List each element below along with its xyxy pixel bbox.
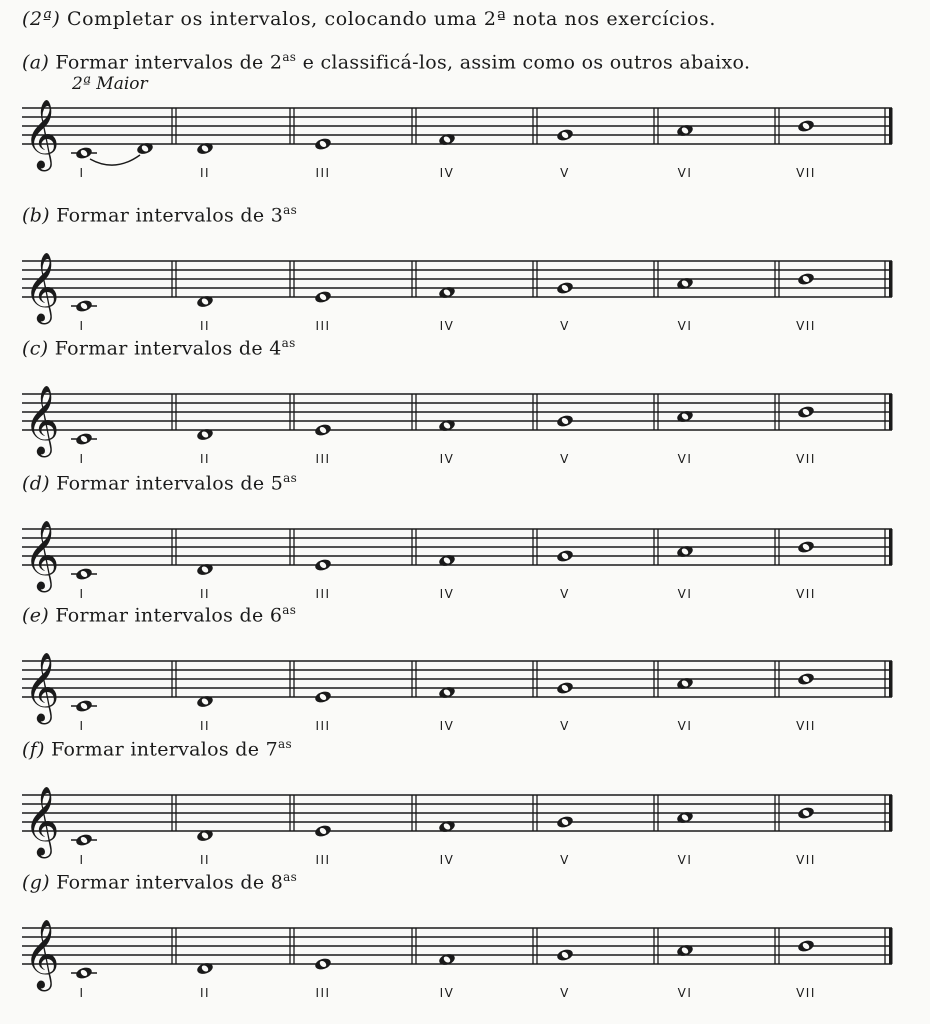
degree-label: VI bbox=[677, 719, 693, 733]
degree-label: II bbox=[199, 853, 211, 867]
degree-label: IV bbox=[439, 166, 455, 180]
treble-clef-icon: 𝄞 bbox=[24, 652, 60, 722]
slur bbox=[90, 155, 140, 165]
degree-label: VII bbox=[796, 587, 816, 601]
section-instruction: Formar intervalos de 6 bbox=[55, 604, 283, 627]
section-letter: (e) bbox=[22, 604, 49, 627]
music-staff bbox=[0, 471, 930, 605]
degree-label: II bbox=[199, 719, 211, 733]
ordinal-suffix: as bbox=[282, 603, 297, 617]
whole-note-icon bbox=[797, 405, 815, 419]
degree-label: VII bbox=[796, 452, 816, 466]
exercise-section bbox=[0, 50, 930, 184]
whole-note-icon bbox=[797, 540, 815, 554]
exercise-section bbox=[0, 336, 930, 470]
section-instruction-suffix: e classificá-los, assim como os outros abaixo. bbox=[296, 51, 751, 74]
degree-label: V bbox=[560, 853, 570, 867]
degree-label: II bbox=[199, 319, 211, 333]
degree-label: V bbox=[560, 452, 570, 466]
degree-label: II bbox=[199, 166, 211, 180]
section-letter: (b) bbox=[22, 204, 50, 227]
whole-note-icon bbox=[556, 414, 574, 428]
degree-label: I bbox=[79, 166, 85, 180]
whole-note-icon bbox=[556, 128, 574, 142]
degree-label: VI bbox=[677, 587, 693, 601]
section-letter: (g) bbox=[22, 871, 50, 894]
exercise-section bbox=[0, 870, 930, 1004]
ordinal-suffix: as bbox=[283, 203, 298, 217]
degree-label: IV bbox=[439, 319, 455, 333]
degree-label: IV bbox=[439, 452, 455, 466]
exercise-title bbox=[22, 8, 716, 30]
section-letter: (f) bbox=[22, 738, 45, 761]
whole-note-icon bbox=[556, 948, 574, 962]
treble-clef-icon: 𝄞 bbox=[24, 252, 60, 322]
whole-note-icon bbox=[314, 137, 332, 151]
final-barline bbox=[889, 394, 893, 430]
whole-note-icon bbox=[75, 299, 93, 313]
degree-label: VII bbox=[796, 319, 816, 333]
exercise-section bbox=[0, 203, 930, 337]
degree-label: III bbox=[315, 853, 331, 867]
section-instruction: Formar intervalos de 4 bbox=[54, 337, 282, 360]
degree-label: I bbox=[79, 587, 85, 601]
whole-note-icon bbox=[797, 672, 815, 686]
degree-label: V bbox=[560, 166, 570, 180]
ordinal-suffix: as bbox=[281, 336, 296, 350]
treble-clef-icon: 𝄞 bbox=[24, 786, 60, 856]
degree-label: VII bbox=[796, 986, 816, 1000]
degree-label: VII bbox=[796, 853, 816, 867]
music-staff bbox=[0, 870, 930, 1004]
section-letter: (c) bbox=[22, 337, 49, 360]
degree-label: IV bbox=[439, 719, 455, 733]
degree-label: VII bbox=[796, 166, 816, 180]
whole-note-icon bbox=[556, 281, 574, 295]
treble-clef-icon: 𝄞 bbox=[24, 99, 60, 169]
music-staff bbox=[0, 737, 930, 871]
final-barline bbox=[889, 661, 893, 697]
section-instruction: Formar intervalos de 7 bbox=[51, 738, 279, 761]
music-staff bbox=[0, 50, 930, 184]
degree-label: I bbox=[79, 452, 85, 466]
degree-label: III bbox=[315, 452, 331, 466]
whole-note-icon bbox=[556, 681, 574, 695]
exercise-instruction: Completar os intervalos, colocando uma 2ª nota nos exercícios. bbox=[66, 8, 716, 30]
section-instruction: Formar intervalos de 2 bbox=[55, 51, 283, 74]
section-instruction: Formar intervalos de 8 bbox=[56, 871, 284, 894]
final-barline bbox=[889, 529, 893, 565]
whole-note-icon bbox=[75, 966, 93, 980]
whole-note-icon bbox=[314, 824, 332, 838]
exercise-section bbox=[0, 603, 930, 737]
exercise-number: (2ª) bbox=[22, 8, 61, 30]
degree-label: II bbox=[199, 986, 211, 1000]
section-instruction: Formar intervalos de 5 bbox=[56, 472, 284, 495]
whole-note-icon bbox=[314, 690, 332, 704]
whole-note-icon bbox=[797, 272, 815, 286]
whole-note-icon bbox=[75, 833, 93, 847]
degree-label: VII bbox=[796, 719, 816, 733]
final-barline bbox=[889, 261, 893, 297]
final-barline bbox=[889, 928, 893, 964]
degree-label: IV bbox=[439, 853, 455, 867]
final-barline bbox=[889, 795, 893, 831]
exercise-section bbox=[0, 737, 930, 871]
example-interval-label: 2ª Maior bbox=[72, 74, 148, 94]
whole-note-icon bbox=[314, 290, 332, 304]
whole-note-icon bbox=[75, 567, 93, 581]
degree-label: I bbox=[79, 853, 85, 867]
final-barline bbox=[889, 108, 893, 144]
whole-note-icon bbox=[797, 806, 815, 820]
degree-label: VI bbox=[677, 853, 693, 867]
degree-label: II bbox=[199, 452, 211, 466]
degree-label: VI bbox=[677, 319, 693, 333]
degree-label: III bbox=[315, 986, 331, 1000]
whole-note-icon bbox=[797, 939, 815, 953]
section-letter: (a) bbox=[22, 51, 50, 74]
section-instruction: Formar intervalos de 3 bbox=[56, 204, 284, 227]
whole-note-icon bbox=[556, 815, 574, 829]
whole-note-icon bbox=[797, 119, 815, 133]
degree-label: III bbox=[315, 166, 331, 180]
degree-label: I bbox=[79, 986, 85, 1000]
degree-label: III bbox=[315, 319, 331, 333]
whole-note-icon bbox=[314, 558, 332, 572]
whole-note-icon bbox=[75, 432, 93, 446]
music-staff bbox=[0, 603, 930, 737]
degree-label: VI bbox=[677, 986, 693, 1000]
ordinal-suffix: as bbox=[283, 471, 298, 485]
whole-note-icon bbox=[75, 699, 93, 713]
degree-label: I bbox=[79, 719, 85, 733]
whole-note-icon bbox=[556, 549, 574, 563]
music-staff bbox=[0, 336, 930, 470]
exercise-section bbox=[0, 471, 930, 605]
whole-note-icon bbox=[314, 423, 332, 437]
treble-clef-icon: 𝄞 bbox=[24, 385, 60, 455]
treble-clef-icon: 𝄞 bbox=[24, 919, 60, 989]
degree-label: V bbox=[560, 319, 570, 333]
music-staff bbox=[0, 203, 930, 337]
degree-label: V bbox=[560, 719, 570, 733]
degree-label: VI bbox=[677, 452, 693, 466]
degree-label: IV bbox=[439, 587, 455, 601]
degree-label: IV bbox=[439, 986, 455, 1000]
degree-label: III bbox=[315, 719, 331, 733]
whole-note-icon bbox=[75, 146, 93, 160]
degree-label: II bbox=[199, 587, 211, 601]
ordinal-suffix: as bbox=[283, 870, 298, 884]
degree-label: I bbox=[79, 319, 85, 333]
ordinal-suffix: as bbox=[278, 737, 292, 751]
degree-label: V bbox=[560, 587, 570, 601]
degree-label: VI bbox=[677, 166, 693, 180]
section-letter: (d) bbox=[22, 472, 50, 495]
whole-note-icon bbox=[314, 957, 332, 971]
ordinal-suffix: as bbox=[282, 50, 297, 64]
degree-label: III bbox=[315, 587, 331, 601]
treble-clef-icon: 𝄞 bbox=[24, 520, 60, 590]
degree-label: V bbox=[560, 986, 570, 1000]
